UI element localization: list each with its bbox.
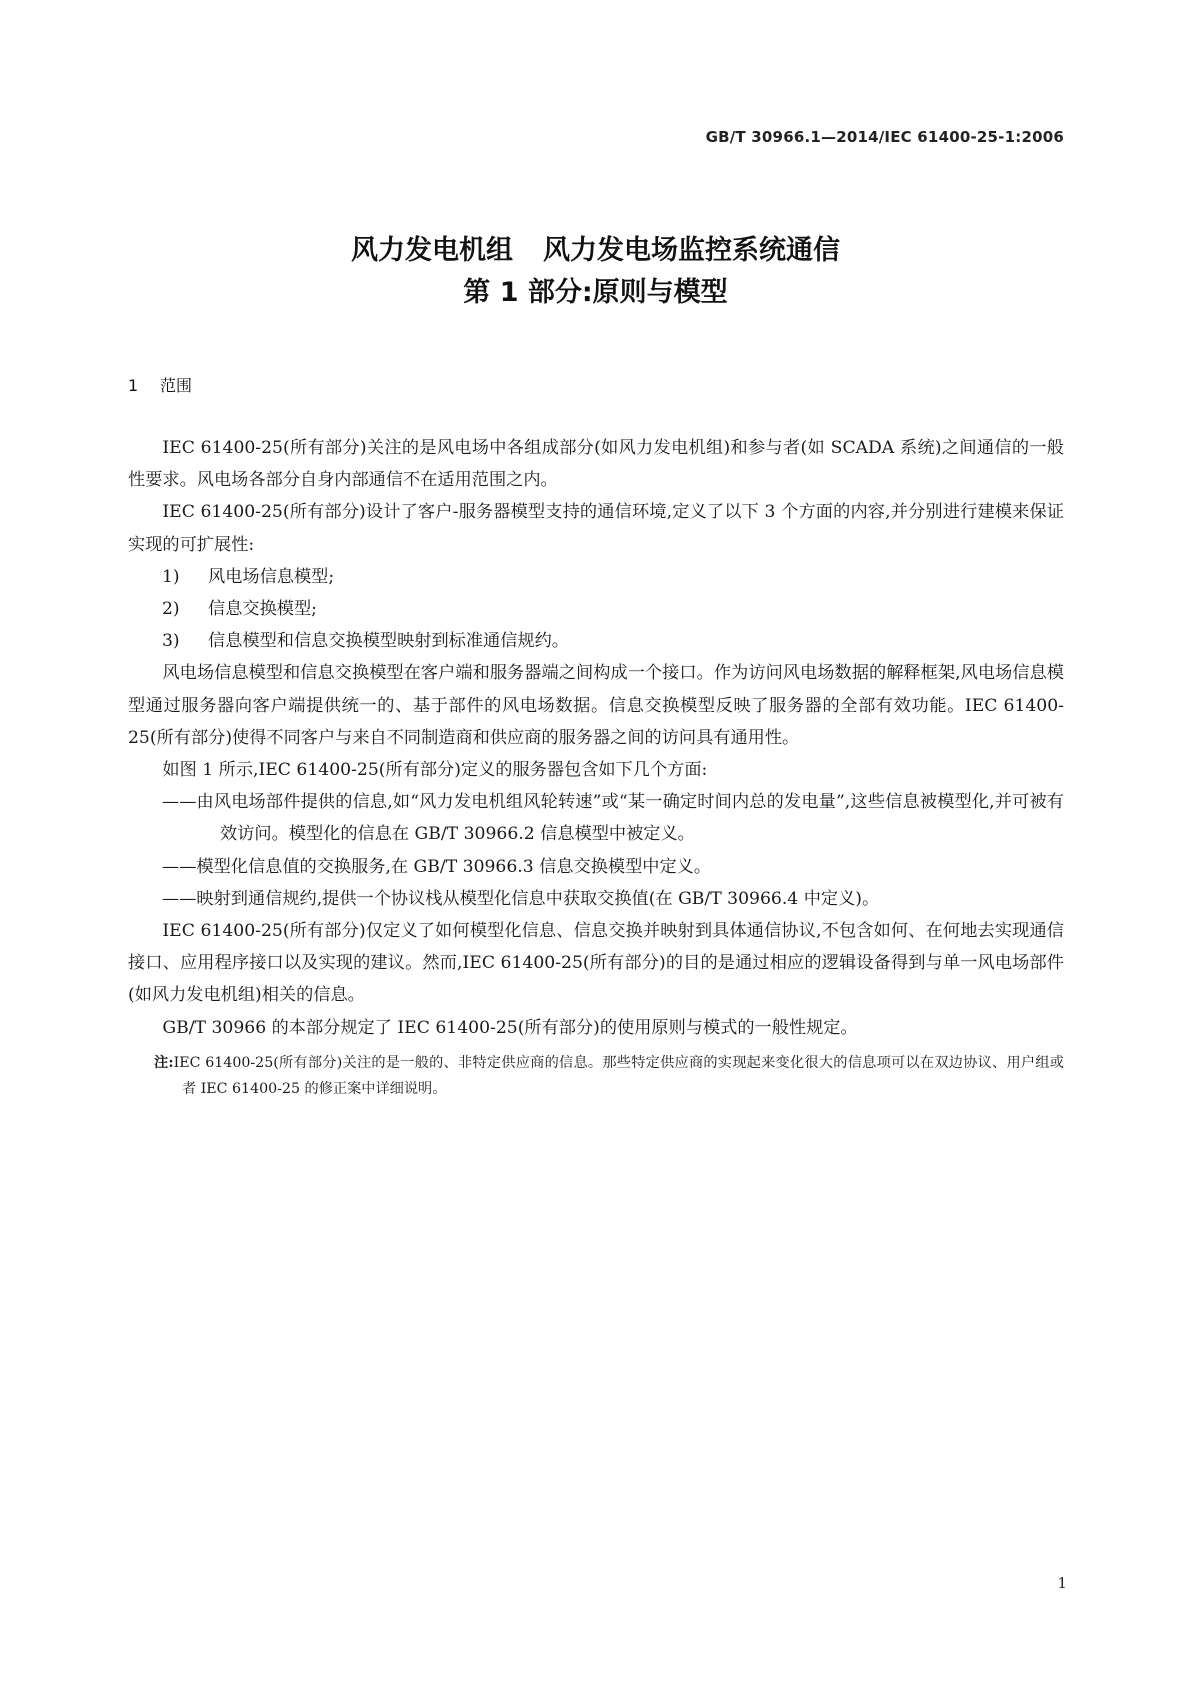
note bbox=[128, 1050, 1064, 1102]
list-item-text: 信息模型和信息交换模型映射到标准通信规约。 bbox=[208, 631, 569, 652]
list-item-number: 1) bbox=[162, 566, 180, 587]
section-heading bbox=[128, 373, 192, 396]
dash-list-item: ——由风电场部件提供的信息,如“风力发电机组风轮转速”或“某一确定时间内总的发电量”,这些信息被模型化,并可被有效访问。模型化的信息在 GB/T 30966.2 信息模型中被定义。 bbox=[162, 792, 1064, 845]
document-body bbox=[128, 432, 1064, 1102]
title-line-1-part-1: 风力发电机组 bbox=[351, 235, 513, 266]
title-line-2: 第 1 部分:原则与模型 bbox=[463, 277, 728, 308]
list-item-text: 风电场信息模型; bbox=[208, 566, 335, 587]
paragraph-5: IEC 61400-25(所有部分)仅定义了如何模型化信息、信息交换并映射到具体通信协议,不包含如何、在何地去实现通信接口、应用程序接口以及实现的建议。然而,IEC 61400-25(所有部分)的目的是通过相应的逻辑设备得到与单一风电场部件(如风力发电机组)相关的信息。 bbox=[128, 921, 1064, 1006]
paragraph-6: GB/T 30966 的本部分规定了 IEC 61400-25(所有部分)的使用原则与模式的一般性规定。 bbox=[162, 1017, 858, 1038]
paragraph-3: 风电场信息模型和信息交换模型在客户端和服务器端之间构成一个接口。作为访问风电场数据的解释框架,风电场信息模型通过服务器向客户端提供统一的、基于部件的风电场数据。信息交换模型反映了服务器的全部有效功能。IEC 61400-25(所有部分)使得不同客户与来自不同制造商和供应商的服务器之间的访问具有通用性。 bbox=[128, 663, 1064, 748]
list-item-number: 3) bbox=[162, 631, 180, 652]
list-item bbox=[128, 593, 1064, 625]
paragraph-1: IEC 61400-25(所有部分)关注的是风电场中各组成部分(如风力发电机组)和参与者(如 SCADA 系统)之间通信的一般性要求。风电场各部分自身内部通信不在适用范围之内。 bbox=[128, 438, 1064, 491]
document-title bbox=[0, 230, 1191, 314]
list-item-number: 2) bbox=[162, 599, 180, 620]
list-item bbox=[128, 561, 1064, 593]
section-title: 范围 bbox=[160, 376, 193, 395]
standard-code-header: GB/T 30966.1—2014/IEC 61400-25-1:2006 bbox=[705, 128, 1064, 146]
dash-list-item: ——模型化信息值的交换服务,在 GB/T 30966.3 信息交换模型中定义。 bbox=[162, 856, 712, 877]
title-line-1 bbox=[0, 230, 1191, 272]
paragraph-2: IEC 61400-25(所有部分)设计了客户-服务器模型支持的通信环境,定义了以下 3 个方面的内容,并分别进行建模来保证实现的可扩展性: bbox=[128, 502, 1064, 555]
note-label: 注: bbox=[154, 1054, 174, 1071]
dash-list-item: ——映射到通信规约,提供一个协议栈从模型化信息中获取交换值(在 GB/T 30966.4 中定义)。 bbox=[162, 888, 880, 909]
list-item-text: 信息交换模型; bbox=[208, 599, 317, 620]
title-line-1-part-2: 风力发电场监控系统通信 bbox=[543, 235, 840, 266]
paragraph-4: 如图 1 所示,IEC 61400-25(所有部分)定义的服务器包含如下几个方面: bbox=[162, 760, 708, 781]
page-number: 1 bbox=[1057, 1574, 1067, 1592]
section-number: 1 bbox=[128, 376, 139, 395]
list-item bbox=[128, 625, 1064, 657]
note-text: IEC 61400-25(所有部分)关注的是一般的、非特定供应商的信息。那些特定供应商的实现起来变化很大的信息项可以在双边协议、用户组或者 IEC 61400-25 的修正案中详细说明。 bbox=[173, 1054, 1064, 1097]
